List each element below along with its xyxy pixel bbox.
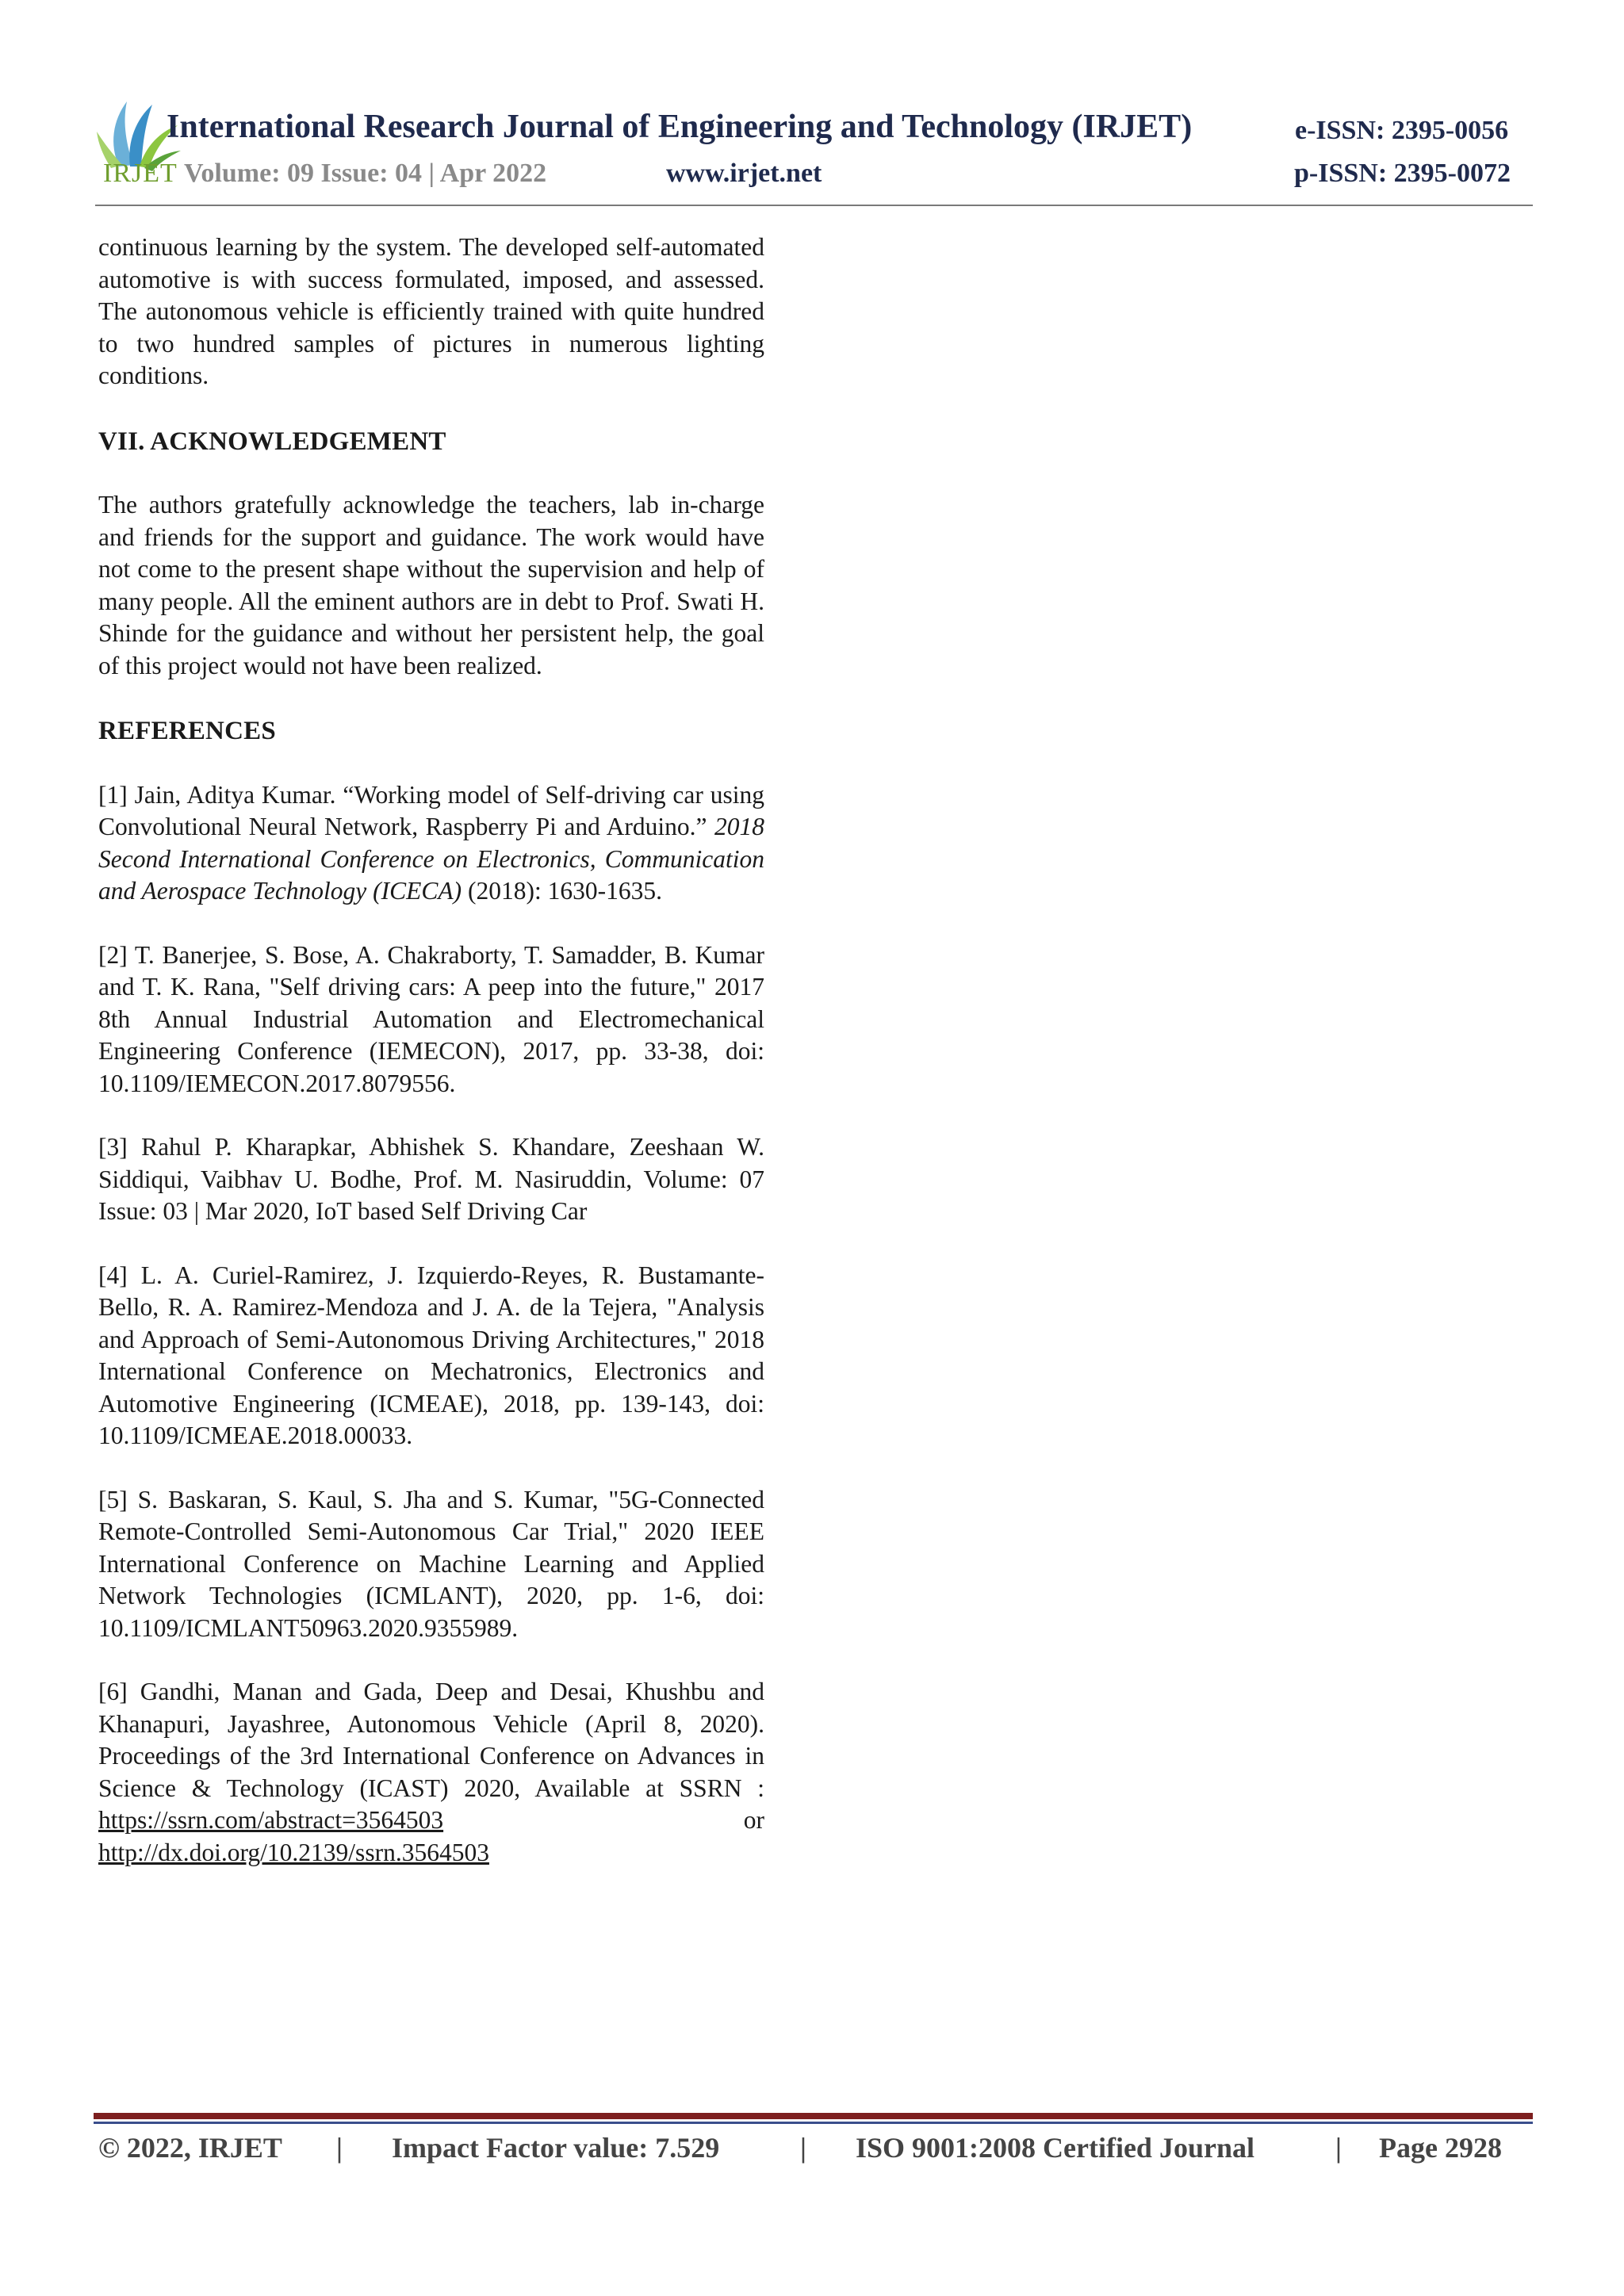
pissn: p-ISSN: 2395-0072 [1294, 159, 1511, 188]
volume-issue: Volume: 09 Issue: 04 | Apr 2022 [184, 159, 547, 188]
journal-website-link[interactable]: www.irjet.net [666, 159, 822, 188]
footer-impact-factor: Impact Factor value: 7.529 [392, 2132, 720, 2164]
journal-header [95, 97, 1533, 208]
reference-item: [5] S. Baskaran, S. Kaul, S. Jha and S. Kumar, "5G-Connected Remote-Controlled Semi-Autonomous Car Trial," 2020 IEEE International Conference on Machine Learning and Applied Network Technologies (ICMLANT), 2020, pp. 1-6, doi: 10.1109/ICMLANT50963.2020.9355989. [98, 1485, 764, 1642]
left-column [98, 232, 764, 1900]
footer-separator: | [336, 2132, 343, 2164]
footer-divider-blue [94, 2122, 1533, 2124]
acknowledgement-paragraph: The authors gratefully acknowledge the teachers, lab in-charge and friends for the support and guidance. The work would have not come to the present shape without the supervision and help of many people. All the eminent authors are in debt to Prof. Swati H. Shinde for the guidance and without her persistent help, the goal of this project would not have been realized. [98, 491, 764, 679]
reference-text: [1] Jain, Aditya Kumar. “Working model of Self-driving car using Convolutional Neural Network, Raspberry Pi and Arduino.” [98, 780, 764, 840]
journal-footer [98, 2131, 1518, 2171]
eissn: e-ISSN: 2395-0056 [1295, 116, 1509, 145]
doi-link[interactable]: http://dx.doi.org/10.2139/ssrn.3564503 [98, 1838, 489, 1866]
references-heading: REFERENCES [98, 717, 276, 745]
footer-divider-maroon [94, 2113, 1533, 2119]
reference-item [98, 779, 764, 908]
footer-iso: ISO 9001:2008 Certified Journal [856, 2132, 1254, 2164]
reference-text: (2018): 1630-1635. [462, 877, 662, 905]
intro-paragraph: continuous learning by the system. The developed self-automated automotive is with success formulated, imposed, and assessed. The autonomous vehicle is efficiently trained with quite hundred to two hundred samples of pictures in numerous lighting conditions. [98, 233, 764, 389]
footer-separator: | [800, 2132, 806, 2164]
footer-page-number: Page 2928 [1379, 2132, 1502, 2164]
reference-venue: 2018 Second International Conference on Electronics, Communication and Aerospace Technology (ICECA) [98, 813, 764, 905]
reference-item: [4] L. A. Curiel-Ramirez, J. Izquierdo-Reyes, R. Bustamante-Bello, R. A. Ramirez-Mendoza and J. A. de la Tejera, "Analysis and Approach of Semi-Autonomous Driving Architectures," 2018 International Conference on Mechatronics, Electronics and Automotive Engineering (ICMEAE), 2018, pp. 139-143, doi: 10.1109/ICMEAE.2018.00033. [98, 1261, 764, 1449]
reference-item: [3] Rahul P. Kharapkar, Abhishek S. Khandare, Zeeshaan W. Siddiqui, Vaibhav U. Bodhe, Prof. M. Nasiruddin, Volume: 07 Issue: 03 | Mar 2020, IoT based Self Driving Car [98, 1133, 764, 1225]
reference-text: [6] Gandhi, Manan and Gada, Deep and Desai, Khushbu and Khanapuri, Jayashree, Autonomous Vehicle (April 8, 2020). Proceedings of the 3rd International Conference on Advances in Science & Technology (ICAST) 2020, Available at SSRN : [98, 1678, 764, 1802]
reference-item [98, 1676, 764, 1869]
acknowledgement-heading: VII. ACKNOWLEDGEMENT [98, 427, 446, 456]
logo-wordmark: IRJET [103, 159, 178, 188]
footer-separator: | [1335, 2132, 1342, 2164]
ssrn-link[interactable]: https://ssrn.com/abstract=3564503 [98, 1806, 444, 1834]
reference-item: [2] T. Banerjee, S. Bose, A. Chakraborty, T. Samadder, B. Kumar and T. K. Rana, "Self driving cars: A peep into the future," 2017 8th Annual Industrial Automation and Electromechanical Engineering Conference (IEMECON), 2017, pp. 33-38, doi: 10.1109/IEMECON.2017.8079556. [98, 940, 764, 1097]
reference-text: or [443, 1806, 764, 1834]
header-divider [95, 205, 1533, 206]
footer-copyright: © 2022, IRJET [98, 2132, 282, 2164]
journal-title: International Research Journal of Engineering and Technology (IRJET) [167, 109, 1193, 145]
